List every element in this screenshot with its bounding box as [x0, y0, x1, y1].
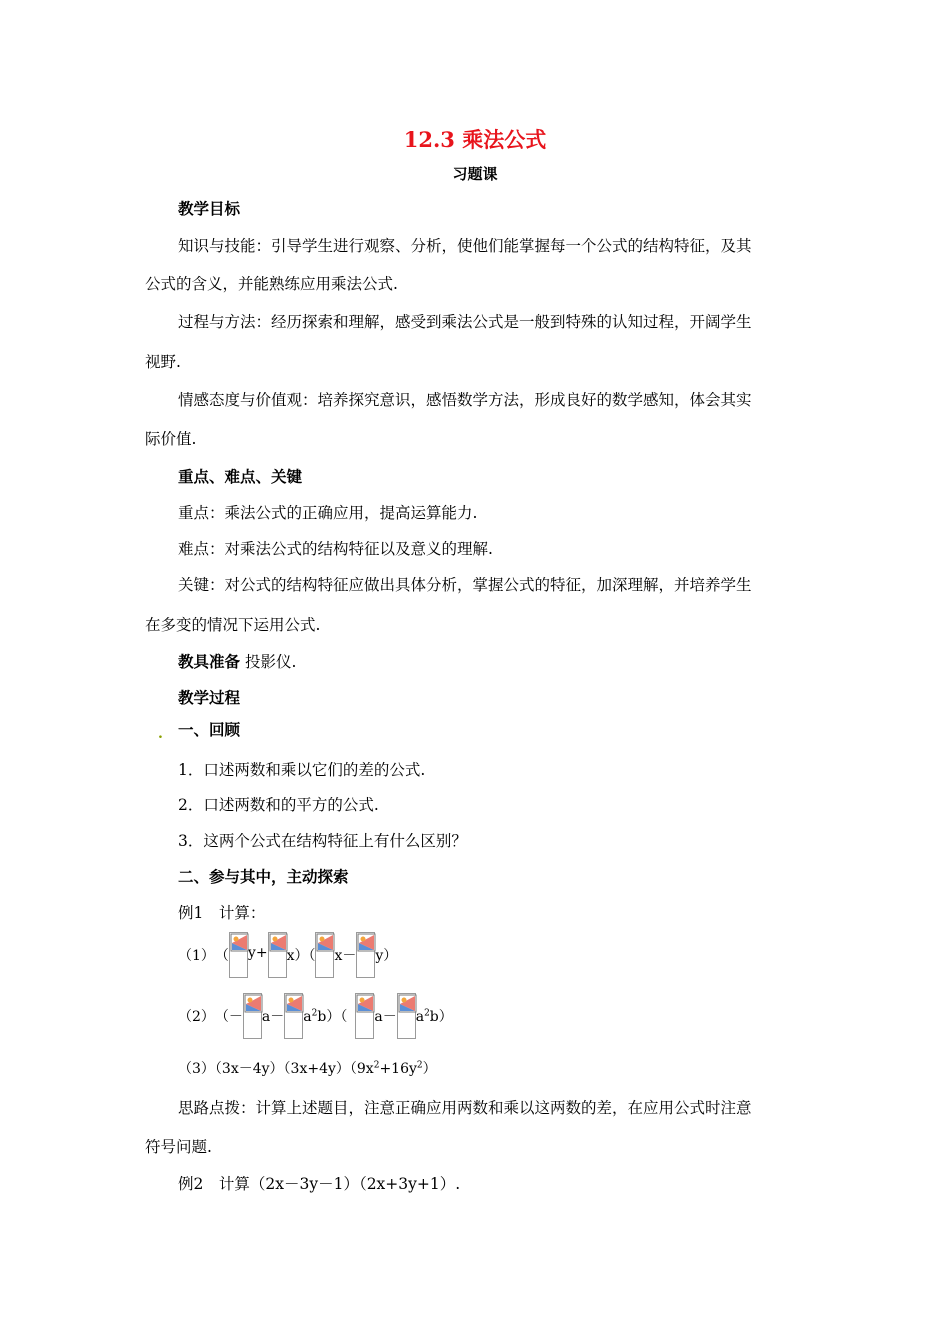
math-text: y+	[247, 945, 268, 961]
key-difficulty: 难点：对乘法公式的结构特征以及意义的理解.	[178, 540, 493, 558]
goal-process-line2: 视野.	[145, 353, 181, 371]
goal-knowledge-line1: 知识与技能：引导学生进行观察、分析，使他们能掌握每一个公式的结构特征，及其	[178, 237, 752, 255]
question-1: 1．口述两数和乘以它们的差的公式.	[178, 761, 426, 779]
bullet-mark-icon: .	[158, 726, 163, 742]
math-text: （	[214, 948, 229, 964]
question-2: 2．口述两数和的平方的公式.	[178, 796, 379, 814]
question-3: 3．这两个公式在结构特征上有什么区别？	[178, 832, 467, 850]
math-text: ）	[422, 1061, 437, 1077]
math-sup: 2	[424, 1008, 430, 1019]
broken-image-icon	[397, 993, 416, 1039]
goal-process-line1: 过程与方法：经历探索和理解，感受到乘法公式是一般到特殊的认知过程，开阔学生	[178, 313, 752, 331]
math-text: a－	[374, 1009, 397, 1025]
math-var: b）	[429, 1009, 453, 1025]
math-sup: 2	[373, 1060, 380, 1071]
key-focus: 重点：乘法公式的正确应用，提高运算能力.	[178, 504, 478, 522]
page-title: 12.3 乘法公式	[403, 127, 547, 152]
item-label: （2）	[178, 1009, 215, 1025]
math-text	[416, 1006, 453, 1026]
goal-emotion-line1: 情感态度与价值观：培养探究意识，感悟数学方法，形成良好的数学感知，体会其实	[178, 391, 752, 409]
example1-label: 例1 计算：	[178, 904, 266, 922]
math-text: a－	[261, 1009, 285, 1025]
tools-heading: 教具准备	[178, 652, 241, 671]
math-text: （3x－4y）（3x+4y）（9x	[214, 1061, 374, 1077]
item-label: （3）	[178, 1061, 215, 1077]
example1-item2	[178, 993, 453, 1039]
broken-image-icon	[229, 932, 248, 978]
broken-image-icon	[243, 993, 262, 1039]
math-text: x－	[334, 948, 357, 964]
math-var: a	[415, 1009, 425, 1025]
math-var: a	[303, 1009, 312, 1025]
math-text: +16y	[379, 1061, 417, 1077]
broken-image-icon	[356, 932, 375, 978]
math-text	[303, 1006, 347, 1026]
math-text: （－	[214, 1009, 243, 1025]
math-text: x）（	[286, 948, 316, 964]
broken-image-icon	[315, 932, 334, 978]
section1-heading: 一、回顾	[178, 720, 241, 739]
item-label: （1）	[178, 948, 215, 964]
example1-item3	[178, 1058, 437, 1078]
broken-image-icon	[268, 932, 287, 978]
example1-item1	[178, 932, 397, 978]
broken-image-icon	[355, 993, 374, 1039]
example2: 例2 计算（2x－3y－1）（2x+3y+1）.	[178, 1175, 461, 1193]
math-var: b）（	[317, 1009, 348, 1025]
hint-line1: 思路点拨：计算上述题目，注意正确应用两数和乘以这两数的差，在应用公式时注意	[178, 1099, 752, 1117]
hint-line2: 符号问题.	[145, 1138, 212, 1156]
key-critical-line2: 在多变的情况下运用公式.	[145, 616, 321, 634]
key-critical-line1: 关键：对公式的结构特征应做出具体分析，掌握公式的特征，加深理解，并培养学生	[178, 576, 752, 594]
goals-heading: 教学目标	[178, 199, 241, 218]
process-heading: 教学过程	[178, 688, 241, 707]
math-text: y）	[375, 948, 398, 964]
broken-image-icon	[284, 993, 303, 1039]
math-sup: 2	[416, 1060, 423, 1071]
keys-heading: 重点、难点、关键	[178, 467, 303, 486]
math-sup: 2	[311, 1008, 318, 1019]
goal-knowledge-line2: 公式的含义，并能熟练应用乘法公式.	[145, 275, 398, 293]
page-subtitle: 习题课	[452, 165, 498, 183]
tools-text: 投影仪.	[240, 653, 297, 671]
section2-heading: 二、参与其中，主动探索	[178, 867, 349, 886]
tools-line	[178, 650, 296, 672]
goal-emotion-line2: 际价值.	[145, 430, 197, 448]
